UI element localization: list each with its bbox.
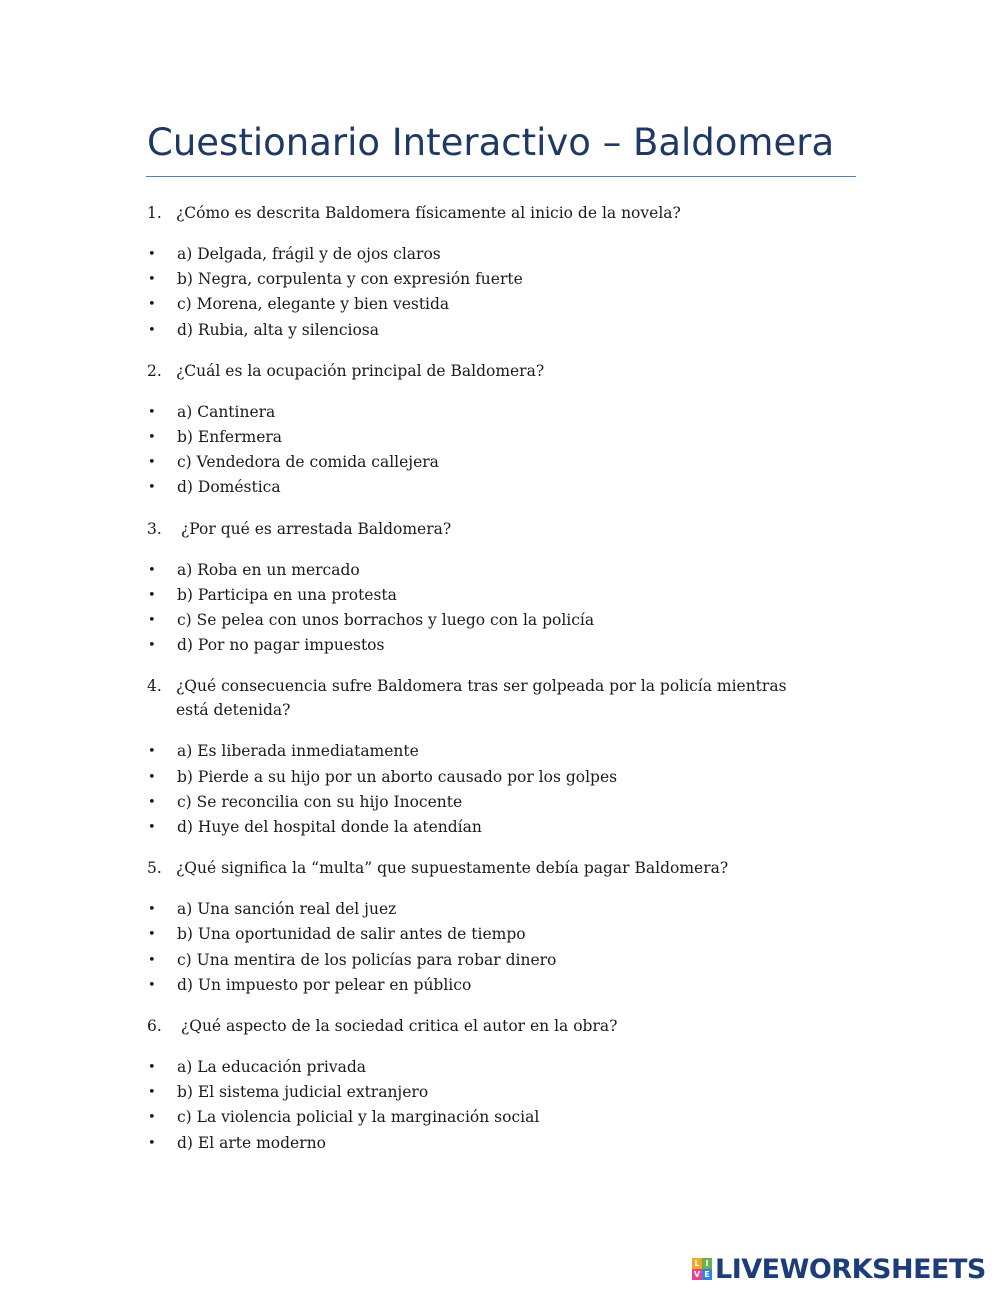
bullet-icon: • [148,1085,156,1101]
option-text: c) La violencia policial y la marginación social [177,1108,540,1127]
answer-option[interactable] [147,318,847,343]
logo-letter: E [702,1269,712,1280]
option-text: c) Una mentira de los policías para robar dinero [177,950,557,969]
option-text: d) El arte moderno [177,1133,326,1152]
answer-option[interactable] [147,948,847,973]
option-text: b) Enfermera [177,428,283,447]
bullet-icon: • [148,744,156,760]
answer-option[interactable] [147,292,847,317]
bullet-icon: • [148,638,156,654]
answer-option[interactable] [147,400,847,425]
bullet-icon: • [148,952,156,968]
title-underline [146,176,856,177]
question-2 [147,359,847,383]
question-number: 3. [147,519,162,538]
bullet-icon: • [148,613,156,629]
question-text: ¿Por qué es arrestada Baldomera? [176,519,452,538]
question-number: 4. [147,677,162,696]
answer-option[interactable] [147,897,847,922]
option-text: d) Rubia, alta y silenciosa [177,320,379,339]
bullet-icon: • [148,977,156,993]
question-text: ¿Qué aspecto de la sociedad critica el autor en la obra? [176,1017,618,1036]
answer-option[interactable] [147,267,847,292]
answer-option[interactable] [147,450,847,475]
question-text: ¿Qué consecuencia sufre Baldomera tras ser golpeada por la policía mientras está detenida? [176,677,787,720]
bullet-icon: • [148,820,156,836]
option-text: a) Es liberada inmediatamente [177,742,419,761]
answer-option[interactable] [147,790,847,815]
logo-letter: I [702,1258,712,1269]
question-5 [147,856,847,880]
options-list-5 [147,897,847,998]
bullet-icon: • [148,562,156,578]
question-3 [147,517,847,541]
bullet-icon: • [148,587,156,603]
answer-option[interactable] [147,765,847,790]
question-4 [147,674,847,722]
bullet-icon: • [148,430,156,446]
bullet-icon: • [148,927,156,943]
brand-name: LIVEWORKSHEETS [715,1253,986,1285]
option-text: c) Morena, elegante y bien vestida [177,295,450,314]
bullet-icon: • [148,794,156,810]
option-text: a) Delgada, frágil y de ojos claros [177,245,441,263]
answer-option[interactable] [147,242,847,267]
answer-option[interactable] [147,633,847,658]
bullet-icon: • [148,297,156,313]
bullet-icon: • [148,322,156,338]
option-text: c) Vendedora de comida callejera [177,453,439,472]
option-text: d) Doméstica [177,478,281,497]
answer-option[interactable] [147,1105,847,1130]
bullet-icon: • [148,769,156,785]
option-text: c) Se pelea con unos borrachos y luego con la policía [177,611,595,630]
answer-option[interactable] [147,608,847,633]
option-text: b) Una oportunidad de salir antes de tiempo [177,925,526,944]
bullet-icon: • [148,455,156,471]
question-number: 2. [147,361,162,380]
bullet-icon: • [148,272,156,288]
option-text: d) Un impuesto por pelear en público [177,975,472,994]
question-1 [147,201,847,225]
option-text: a) Cantinera [177,402,276,421]
options-list-3 [147,558,847,659]
options-list-4 [147,739,847,840]
quiz [147,201,847,1156]
answer-option[interactable] [147,425,847,450]
answer-option[interactable] [147,739,847,764]
answer-option[interactable] [147,1055,847,1080]
page-title: Cuestionario Interactivo – Baldomera [147,121,835,164]
question-number: 6. [147,1017,162,1036]
option-text: b) Negra, corpulenta y con expresión fuerte [177,270,523,289]
question-6 [147,1014,847,1038]
bullet-icon: • [148,902,156,918]
answer-option[interactable] [147,1080,847,1105]
option-text: b) El sistema judicial extranjero [177,1083,429,1102]
question-number: 1. [147,204,162,222]
question-text: ¿Cómo es descrita Baldomera físicamente al inicio de la novela? [176,204,681,222]
options-list-1 [147,242,847,343]
bullet-icon: • [148,247,156,262]
bullet-icon: • [148,1110,156,1126]
answer-option[interactable] [147,475,847,500]
option-text: a) Una sanción real del juez [177,900,397,919]
option-text: d) Por no pagar impuestos [177,636,385,655]
answer-option[interactable] [147,1131,847,1156]
bullet-icon: • [148,404,156,420]
logo-letter: V [693,1270,701,1279]
options-list-2 [147,400,847,501]
liveworksheets-brand [692,1254,986,1284]
options-list-6 [147,1055,847,1156]
question-text: ¿Qué significa la “multa” que supuestamente debía pagar Baldomera? [176,859,729,878]
answer-option[interactable] [147,815,847,840]
logo-letter: L [692,1258,702,1269]
option-text: a) La educación privada [177,1058,367,1077]
question-number: 5. [147,859,162,878]
option-text: c) Se reconcilia con su hijo Inocente [177,792,463,811]
bullet-icon: • [148,1135,156,1151]
bullet-icon: • [148,480,156,496]
liveworksheets-logo-icon [692,1258,712,1280]
answer-option[interactable] [147,583,847,608]
question-text: ¿Cuál es la ocupación principal de Baldomera? [176,361,545,380]
answer-option[interactable] [147,973,847,998]
bullet-icon: • [148,1060,156,1076]
option-text: b) Participa en una protesta [177,585,397,604]
answer-option[interactable] [147,922,847,947]
option-text: a) Roba en un mercado [177,560,360,579]
answer-option[interactable] [147,558,847,583]
option-text: b) Pierde a su hijo por un aborto causado por los golpes [177,767,618,786]
option-text: d) Huye del hospital donde la atendían [177,818,482,837]
